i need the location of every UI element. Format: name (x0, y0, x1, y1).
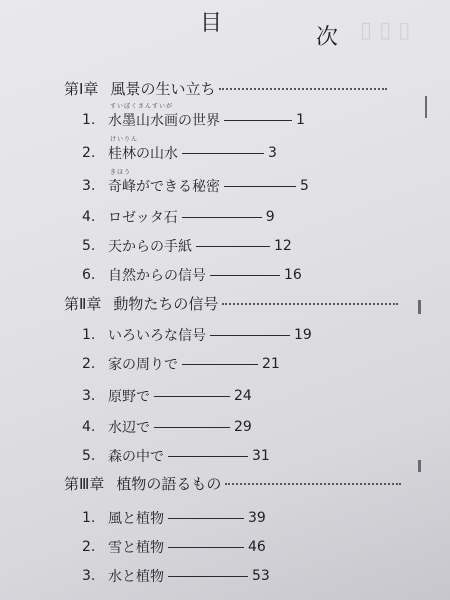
toc-entry (82, 265, 302, 285)
section-label: 水墨山水画の世界 (108, 113, 220, 129)
section-number: 1. (82, 510, 96, 526)
leader-line (168, 547, 244, 548)
section-label: 家の周りで (108, 357, 178, 373)
chapter-title: 植物の語るもの (116, 475, 222, 493)
chapter-title: 動物たちの信号 (113, 295, 219, 313)
page-edge-mark (418, 300, 421, 314)
page-number: 19 (294, 327, 312, 343)
toc-entry (82, 446, 270, 466)
section-number: 4. (82, 209, 96, 225)
furigana: けいりん (110, 136, 139, 143)
leader-line (182, 153, 264, 154)
chapter-number: 第Ⅱ章 (64, 295, 102, 313)
page-edge-mark (418, 460, 421, 472)
leader-line (154, 396, 230, 397)
section-label-wrap (108, 103, 220, 130)
toc-entry (82, 207, 275, 227)
section-label: 風と植物 (108, 511, 164, 527)
leader-line (154, 427, 230, 428)
section-number: 1. (82, 327, 96, 343)
leader-line (210, 275, 280, 276)
chapter-heading (64, 78, 387, 99)
show-through-text: ▯ ▯ ▯ (360, 18, 411, 43)
toc-heading-left: 目 (200, 11, 223, 36)
toc-entry (82, 136, 277, 163)
chapter-number: 第Ⅲ章 (64, 475, 105, 493)
chapter-title: 風景の生い立ち (110, 80, 216, 98)
section-number: 5. (82, 448, 96, 464)
section-label: いろいろな信号 (108, 328, 206, 344)
toc-heading (200, 6, 339, 50)
leader-line (168, 518, 244, 519)
toc-entry (82, 325, 312, 345)
section-number: 3. (82, 388, 96, 404)
section-label: 原野で (108, 389, 150, 405)
section-number: 1. (82, 112, 96, 128)
section-label: ロゼッタ石 (108, 210, 178, 226)
toc-entry (82, 566, 270, 586)
leader-line (168, 576, 248, 577)
page-number: 46 (248, 539, 266, 555)
section-number: 2. (82, 145, 96, 161)
leader-line (196, 246, 270, 247)
section-label: 天からの手紙 (108, 239, 192, 255)
section-number: 3. (82, 568, 96, 584)
page-number: 29 (234, 419, 252, 435)
toc-entry (82, 169, 309, 196)
leader-line (182, 217, 262, 218)
section-number: 6. (82, 267, 96, 283)
leader-line (182, 364, 258, 365)
leader-line (224, 186, 296, 187)
section-number: 4. (82, 419, 96, 435)
toc-entry (82, 537, 266, 557)
furigana: すいぼくさんすいが (110, 103, 174, 110)
page-number: 39 (248, 510, 266, 526)
section-label: 雪と植物 (108, 540, 164, 556)
page-number: 16 (284, 267, 302, 283)
page-number: 31 (252, 448, 270, 464)
furigana: きほう (110, 169, 132, 176)
page-number: 12 (274, 238, 292, 254)
page-number: 24 (234, 388, 252, 404)
leader-dots (222, 303, 398, 305)
section-number: 5. (82, 238, 96, 254)
leader-dots (225, 483, 401, 485)
section-label-wrap (108, 169, 220, 196)
toc-entry (82, 354, 280, 374)
toc-entry (82, 103, 305, 130)
section-label: 水辺で (108, 420, 150, 436)
toc-entry (82, 386, 252, 406)
section-number: 2. (82, 539, 96, 555)
section-label-wrap (108, 136, 178, 163)
leader-line (224, 120, 292, 121)
page-number: 1 (296, 112, 305, 128)
chapter-heading (64, 473, 401, 494)
page-number: 9 (265, 209, 275, 225)
page-number: 3 (268, 145, 277, 161)
section-label: 奇峰ができる秘密 (108, 179, 220, 195)
section-number: 3. (82, 178, 96, 194)
section-number: 2. (82, 356, 96, 372)
section-label: 桂林の山水 (108, 146, 178, 162)
chapter-heading (64, 293, 398, 314)
section-label: 森の中で (108, 449, 164, 465)
section-label: 水と植物 (108, 569, 164, 585)
toc-entry (82, 508, 266, 528)
toc-heading-right: 次 (316, 25, 339, 50)
leader-line (168, 456, 248, 457)
toc-entry (82, 417, 252, 437)
toc-entry (82, 236, 292, 256)
leader-dots (219, 88, 387, 90)
page-edge-mark (415, 96, 427, 118)
leader-line (210, 335, 290, 336)
page-number: 21 (262, 356, 280, 372)
chapter-number: 第Ⅰ章 (64, 80, 99, 98)
page-number: 53 (252, 568, 270, 584)
page-number: 5 (300, 178, 309, 194)
section-label: 自然からの信号 (108, 268, 206, 284)
